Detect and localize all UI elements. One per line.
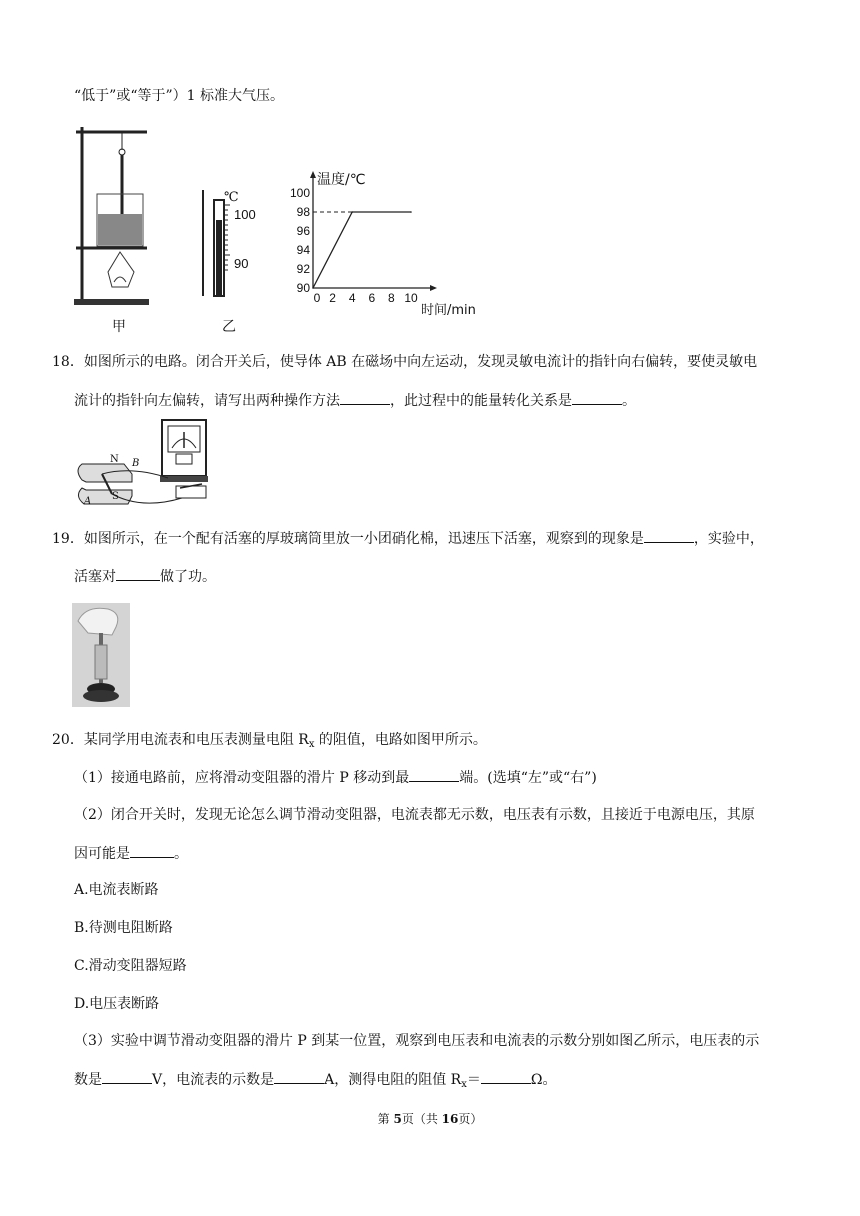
q20-part1	[74, 767, 597, 788]
figure-q19-piston-photo	[72, 603, 130, 707]
x-tick-label: 2	[329, 291, 336, 305]
q20-blank-4[interactable]	[274, 1069, 324, 1084]
x-tick-label: 0	[313, 291, 321, 305]
q20-option-c: C.滑动变阻器短路	[74, 958, 187, 974]
q19-line1	[52, 528, 764, 549]
q18-text-2a: 流计的指针向左偏转，请写出两种操作方法	[74, 393, 340, 409]
q18-line2	[74, 390, 636, 411]
q20-p1b: 端。(选填“左”或“右”)	[459, 770, 597, 786]
data-point	[351, 211, 353, 213]
q20-p3-2c: A，测得电阻的阻值 R	[324, 1072, 462, 1088]
q20-part3-line1: （3）实验中调节滑动变阻器的滑片 P 到某一位置，观察到电压表和电流表的示数分别如图乙所示，电压表的示	[74, 1033, 760, 1049]
q20-part2-line2	[74, 843, 188, 864]
q20-p3-2a: 数是	[74, 1072, 102, 1088]
q20-p2-line2a: 因可能是	[74, 846, 130, 862]
magnet-label-n: N	[110, 454, 119, 465]
q20-part2-line1: （2）闭合开关时，发现无论怎么调节滑动变阻器，电流表都无示数，电压表有示数，且接近于电源电压，其原	[74, 807, 755, 823]
q20-number: 20．	[52, 732, 84, 748]
q20-intro-sub: x	[308, 739, 315, 750]
footer-suffix: 页）	[458, 1112, 483, 1126]
x-axis-label: 时间/min	[421, 303, 476, 318]
footer-page: 5	[393, 1112, 402, 1126]
q20-blank-3[interactable]	[102, 1069, 152, 1084]
conductor-label-b: B	[132, 458, 140, 469]
figure-yi-label: 乙	[222, 319, 236, 335]
footer-middle: 页（共	[401, 1112, 442, 1126]
q20-blank-5[interactable]	[481, 1069, 531, 1084]
q20-option-a: A.电流表断路	[74, 882, 159, 898]
y-tick-label: 92	[296, 262, 310, 276]
y-axis-label: 温度/℃	[317, 172, 366, 188]
footer-total: 16	[441, 1112, 459, 1126]
q20-option-d: D.电压表断路	[74, 996, 160, 1012]
q20-intro-b: 的阻值，电路如图甲所示。	[314, 732, 487, 748]
q20-part3-line2	[74, 1069, 556, 1095]
q18-text-1: 如图所示的电路。闭合开关后，使导体 AB 在磁场中向左运动，发现灵敏电流计的指针向右偏转，要使灵敏电	[83, 354, 758, 370]
q19-text-2a: 活塞对	[74, 569, 116, 585]
q20-p3-2b: V，电流表的示数是	[152, 1072, 275, 1088]
q19-line2	[74, 566, 216, 587]
q18-text-2c: 。	[622, 393, 636, 409]
figure-jia-apparatus	[72, 122, 152, 312]
q20-blank-2[interactable]	[130, 843, 174, 858]
x-tick-label: 10	[404, 291, 418, 305]
figure-q18-circuit	[72, 418, 232, 510]
y-axis-arrow	[310, 171, 316, 178]
magnet-label-s: S	[112, 491, 119, 502]
q20-intro	[52, 730, 487, 755]
temperature-series-line	[313, 212, 411, 288]
q19-number: 19．	[52, 531, 84, 547]
x-tick-label: 8	[388, 291, 395, 305]
thermometer-mark-100: 100	[234, 207, 256, 222]
q20-p3-2d: ＝	[466, 1072, 481, 1088]
footer-prefix: 第	[377, 1112, 394, 1126]
q20-blank-1[interactable]	[409, 767, 459, 782]
q18-line1	[52, 352, 757, 372]
q19-text-1b: ，实验中，	[693, 531, 764, 547]
y-tick-label: 98	[296, 205, 310, 219]
q20-option-b: B.待测电阻断路	[74, 920, 173, 936]
q18-number: 18．	[52, 354, 84, 370]
data-point	[410, 211, 412, 213]
data-point	[312, 287, 314, 289]
q20-intro-a: 某同学用电流表和电压表测量电阻 R	[83, 732, 309, 748]
conductor-label-a: A	[84, 496, 92, 507]
x-tick-label: 4	[348, 291, 356, 305]
y-tick-label: 96	[296, 224, 310, 238]
q18-blank-2[interactable]	[572, 390, 622, 405]
y-tick-label: 94	[296, 243, 310, 257]
x-tick-label: 6	[368, 291, 376, 305]
x-axis-arrow	[430, 285, 437, 291]
q17-tail-text: “低于”或“等于”）1 标准大气压。	[74, 88, 284, 104]
q19-blank-2[interactable]	[116, 566, 160, 581]
q20-p2-line2b: 。	[174, 846, 188, 862]
page-footer	[0, 1110, 860, 1127]
q20-p3-2e: Ω。	[530, 1072, 557, 1088]
temperature-time-chart	[285, 168, 495, 318]
thermometer-unit: ℃	[224, 190, 239, 205]
q20-p3-sub: x	[461, 1079, 467, 1090]
q19-blank-1[interactable]	[644, 528, 694, 543]
q19-text-1a: 如图所示，在一个配有活塞的厚玻璃筒里放一小团硝化棉，迅速压下活塞，观察到的现象是	[83, 531, 644, 547]
thermometer-mark-90: 90	[234, 256, 249, 271]
figure-jia-label: 甲	[112, 319, 126, 335]
q18-blank-1[interactable]	[340, 390, 390, 405]
y-tick-label: 90	[296, 281, 310, 295]
q20-p1a: （1）接通电路前，应将滑动变阻器的滑片 P 移动到最	[74, 770, 410, 786]
q18-text-2b: ，此过程中的能量转化关系是	[390, 393, 572, 409]
y-tick-label: 100	[289, 186, 310, 200]
q19-text-2b: 做了功。	[160, 569, 216, 585]
